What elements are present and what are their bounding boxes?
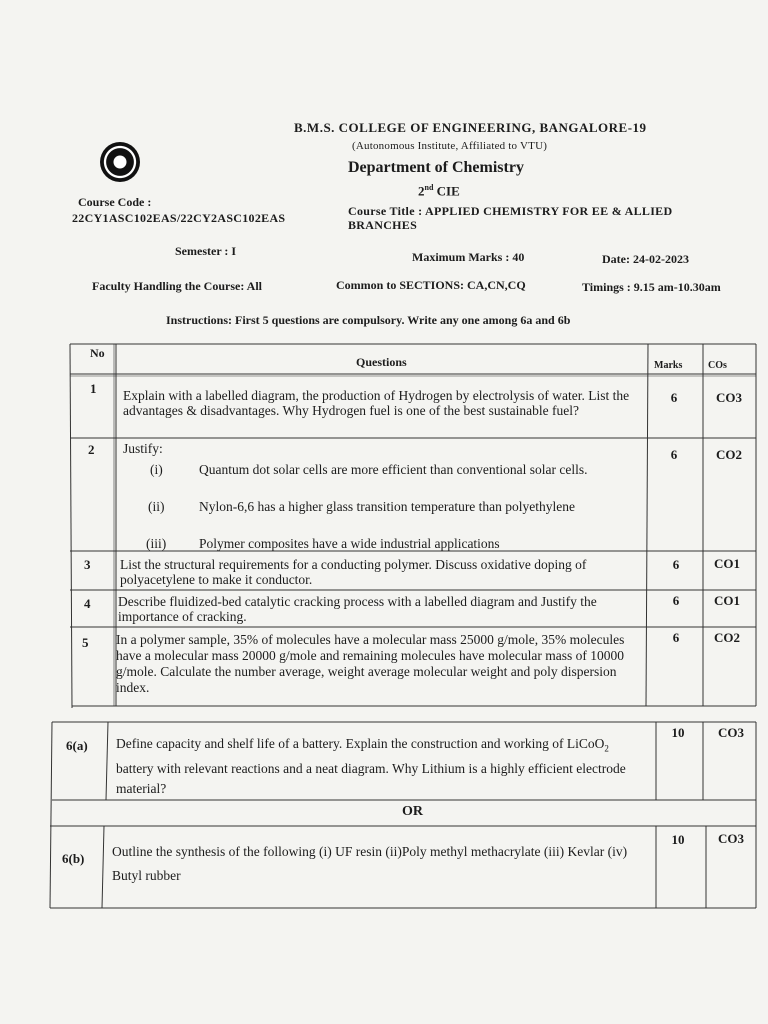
header-questions: Questions: [356, 355, 407, 369]
sub-item-label: (iii): [146, 536, 167, 551]
question-number: 3: [84, 557, 91, 572]
question-number: 6(b): [62, 851, 85, 866]
question-text: Outline the synthesis of the following (i) UF resin (ii)Poly methyl methacrylate (iii) Kevlar (iv) Butyl rubber: [112, 844, 628, 883]
question-marks: 6: [670, 390, 678, 405]
question-text: Explain with a labelled diagram, the production of Hydrogen by electrolysis of water. List the advantages & disadvantages. Why Hydrogen fuel is one of the best sustainable fuel?: [123, 388, 630, 418]
sub-item-text: Polymer composites have a wide industrial applications: [199, 536, 500, 551]
question-co: CO1: [714, 593, 740, 608]
semester: Semester : I: [175, 244, 237, 258]
question-marks: 6: [672, 557, 680, 572]
exam-date: Date: 24-02-2023: [602, 252, 689, 266]
timings: Timings : 9.15 am-10.30am: [582, 280, 721, 294]
sub-item-label: (ii): [148, 499, 165, 514]
question-text: List the structural requirements for a conducting polymer. Discuss oxidative doping of polyacetylene to make it conductor.: [120, 557, 587, 587]
question-marks: 6: [670, 447, 678, 462]
question-text: Justify:: [123, 441, 163, 456]
header-cos: COs: [708, 360, 727, 371]
department-title: Department of Chemistry: [348, 159, 524, 176]
course-code-label: Course Code :: [78, 195, 152, 209]
sections: Common to SECTIONS: CA,CN,CQ: [336, 278, 526, 292]
question-co: CO2: [716, 447, 742, 462]
max-marks: Maximum Marks : 40: [412, 250, 525, 264]
question-number: 4: [84, 596, 91, 611]
question-text: Define capacity and shelf life of a battery. Explain the construction and working of LiCoO$_2$ battery with relevant reactions and a neat diagram. Why Lithium is a highly efficient electrode material?: [116, 736, 626, 796]
or-label: OR: [402, 804, 423, 819]
question-marks: 10: [671, 832, 685, 847]
question-text: In a polymer sample, 35% of molecules have a molecular mass 25000 g/mole, 35% molecules have a molecular mass 20000 g/mole and remaining molecules have molecular mass of 10000 g/mole. Calculate the number average, weight average molecular weight and poly dispersion index.: [116, 632, 625, 695]
instructions: Instructions: First 5 questions are compulsory. Write any one among 6a and 6b: [166, 313, 571, 327]
question-number: 2: [88, 442, 95, 457]
sub-item-label: (i): [150, 462, 163, 477]
question-co: CO3: [716, 390, 742, 405]
question-text: Describe fluidized-bed catalytic cracking process with a labelled diagram and Justify the importance of cracking.: [118, 594, 597, 624]
question-co: CO3: [718, 831, 744, 846]
faculty: Faculty Handling the Course: All: [92, 279, 263, 293]
header-no: No: [90, 346, 105, 360]
header-marks: Marks: [654, 360, 683, 371]
question-co: CO1: [714, 556, 740, 571]
question-marks: 6: [672, 630, 680, 645]
college-name: B.M.S. COLLEGE OF ENGINEERING, BANGALORE-19: [294, 120, 647, 135]
question-number: 5: [82, 635, 89, 650]
question-marks: 10: [671, 725, 685, 740]
question-co: CO2: [714, 630, 740, 645]
course-code: 22CY1ASC102EAS/22CY2ASC102EAS: [72, 211, 286, 225]
sub-item-text: Nylon-6,6 has a higher glass transition temperature than polyethylene: [199, 499, 576, 514]
question-number: 6(a): [66, 738, 88, 753]
cie-label: 2nd CIE: [418, 183, 460, 199]
affiliation: (Autonomous Institute, Affiliated to VTU): [352, 140, 548, 152]
course-title: Course Title : APPLIED CHEMISTRY FOR EE & ALLIED BRANCHES: [348, 204, 673, 232]
sub-item-text: Quantum dot solar cells are more efficient than conventional solar cells.: [199, 462, 588, 477]
question-number: 1: [90, 381, 97, 396]
question-marks: 6: [672, 593, 680, 608]
question-co: CO3: [718, 725, 744, 740]
